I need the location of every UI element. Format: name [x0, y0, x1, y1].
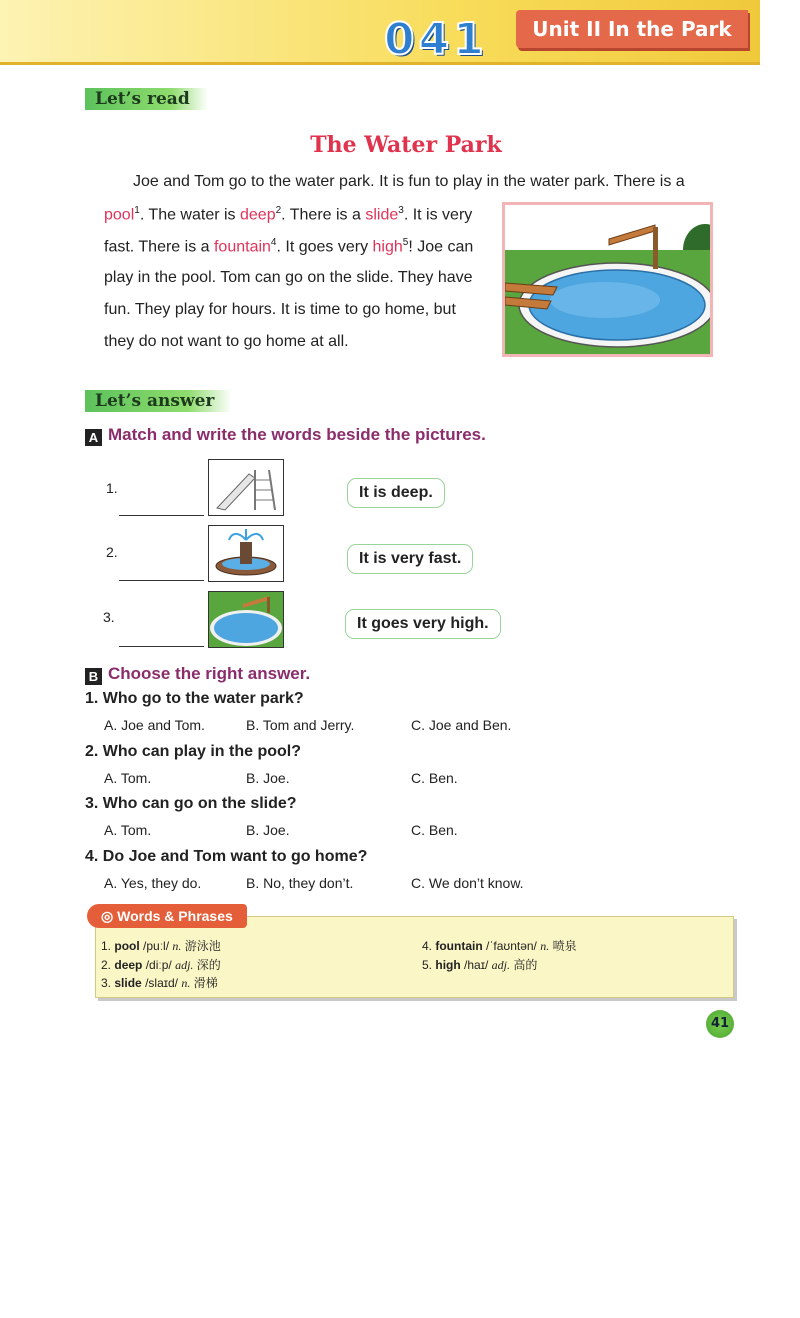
part-a-letter: A: [85, 429, 102, 446]
vocab-entry-2: 2. deep /diːp/ adj. 深的: [101, 958, 221, 972]
section-label-lets-read: Let’s read: [85, 88, 208, 110]
story-line-2: pool$^1$. The water is deep$^2$. There is a slide$^3$. It is very: [104, 205, 473, 224]
keyword-fountain: fountain: [213, 238, 271, 256]
part-b-letter: B: [85, 668, 102, 685]
words-phrases-label: Words & Phrases: [117, 908, 233, 924]
phrase-pill-2[interactable]: It is very fast.: [347, 544, 473, 574]
phrase-pill-1[interactable]: It is deep.: [347, 478, 445, 508]
story-line-6: they do not want to go home at all.: [104, 333, 349, 350]
page-number: 41: [706, 1010, 734, 1038]
vocab-entry-5: 5. high /haɪ/ adj. 高的: [422, 958, 538, 972]
question-4-option-a[interactable]: A. Yes, they do.: [104, 875, 202, 891]
question-3-option-c[interactable]: C. Ben.: [411, 822, 458, 838]
question-4-option-c[interactable]: C. We don’t know.: [411, 875, 524, 891]
vocab-entry-3: 3. slide /slaɪd/ n. 滑梯: [101, 976, 218, 990]
question-4-option-b[interactable]: B. No, they don’t.: [246, 875, 354, 891]
story-title: The Water Park: [310, 132, 502, 158]
question-2-option-c[interactable]: C. Ben.: [411, 770, 458, 786]
part-a-heading: [85, 425, 486, 446]
question-3: 3. Who can go on the slide?: [85, 795, 297, 812]
answer-blank-1[interactable]: [119, 515, 204, 516]
story-line-1: Joe and Tom go to the water park. It is fun to play in the water park. There is a: [133, 173, 685, 190]
words-phrases-tab: [87, 904, 247, 928]
part-a-instruction: Match and write the words beside the pictures.: [108, 425, 486, 444]
answer-blank-2[interactable]: [119, 580, 204, 581]
pool-picture: [208, 591, 284, 648]
page-code: 041: [384, 14, 488, 65]
question-4: 4. Do Joe and Tom want to go home?: [85, 848, 368, 865]
question-1-option-a[interactable]: A. Joe and Tom.: [104, 717, 205, 733]
question-2: 2. Who can play in the pool?: [85, 743, 302, 760]
water-park-illustration: [505, 205, 710, 354]
match-number-3: 3.: [103, 609, 115, 625]
fountain-picture: [208, 525, 284, 582]
slide-picture: [208, 459, 284, 516]
match-number-2: 2.: [106, 544, 118, 560]
keyword-slide: slide: [365, 206, 399, 224]
answer-blank-3[interactable]: [119, 646, 204, 647]
fountain-icon: [209, 526, 283, 581]
slide-icon: [209, 460, 283, 515]
story-line-4: play in the pool. Tom can go on the slide. They have: [104, 269, 473, 286]
keyword-deep: deep: [240, 206, 276, 224]
story-line-5: fun. They play for hours. It is time to go home, but: [104, 301, 456, 318]
part-b-instruction: Choose the right answer.: [108, 664, 311, 683]
vocab-entry-1: 1. pool /puːl/ n. 游泳池: [101, 939, 221, 953]
part-b-heading: [85, 664, 310, 685]
unit-title-tag: Unit II In the Park: [516, 10, 748, 48]
pool-icon: [209, 592, 283, 647]
section-label-lets-answer: Let’s answer: [85, 390, 232, 412]
question-1-option-b[interactable]: B. Tom and Jerry.: [246, 717, 355, 733]
question-3-option-a[interactable]: A. Tom.: [104, 822, 152, 838]
question-2-option-a[interactable]: A. Tom.: [104, 770, 152, 786]
question-1-option-c[interactable]: C. Joe and Ben.: [411, 717, 512, 733]
match-number-1: 1.: [106, 480, 118, 496]
question-2-option-b[interactable]: B. Joe.: [246, 770, 290, 786]
question-3-option-b[interactable]: B. Joe.: [246, 822, 290, 838]
keyword-pool: pool: [104, 206, 135, 224]
target-icon: ◎: [101, 908, 114, 924]
story-line-3: fast. There is a fountain$^4$. It goes very high$^5$! Joe can: [104, 237, 474, 256]
keyword-high: high: [372, 238, 403, 256]
question-1: 1. Who go to the water park?: [85, 690, 304, 707]
vocab-entry-4: 4. fountain /ˈfaʊntən/ n. 喷泉: [422, 939, 577, 953]
water-park-picture: [502, 202, 713, 357]
phrase-pill-3[interactable]: It goes very high.: [345, 609, 501, 639]
